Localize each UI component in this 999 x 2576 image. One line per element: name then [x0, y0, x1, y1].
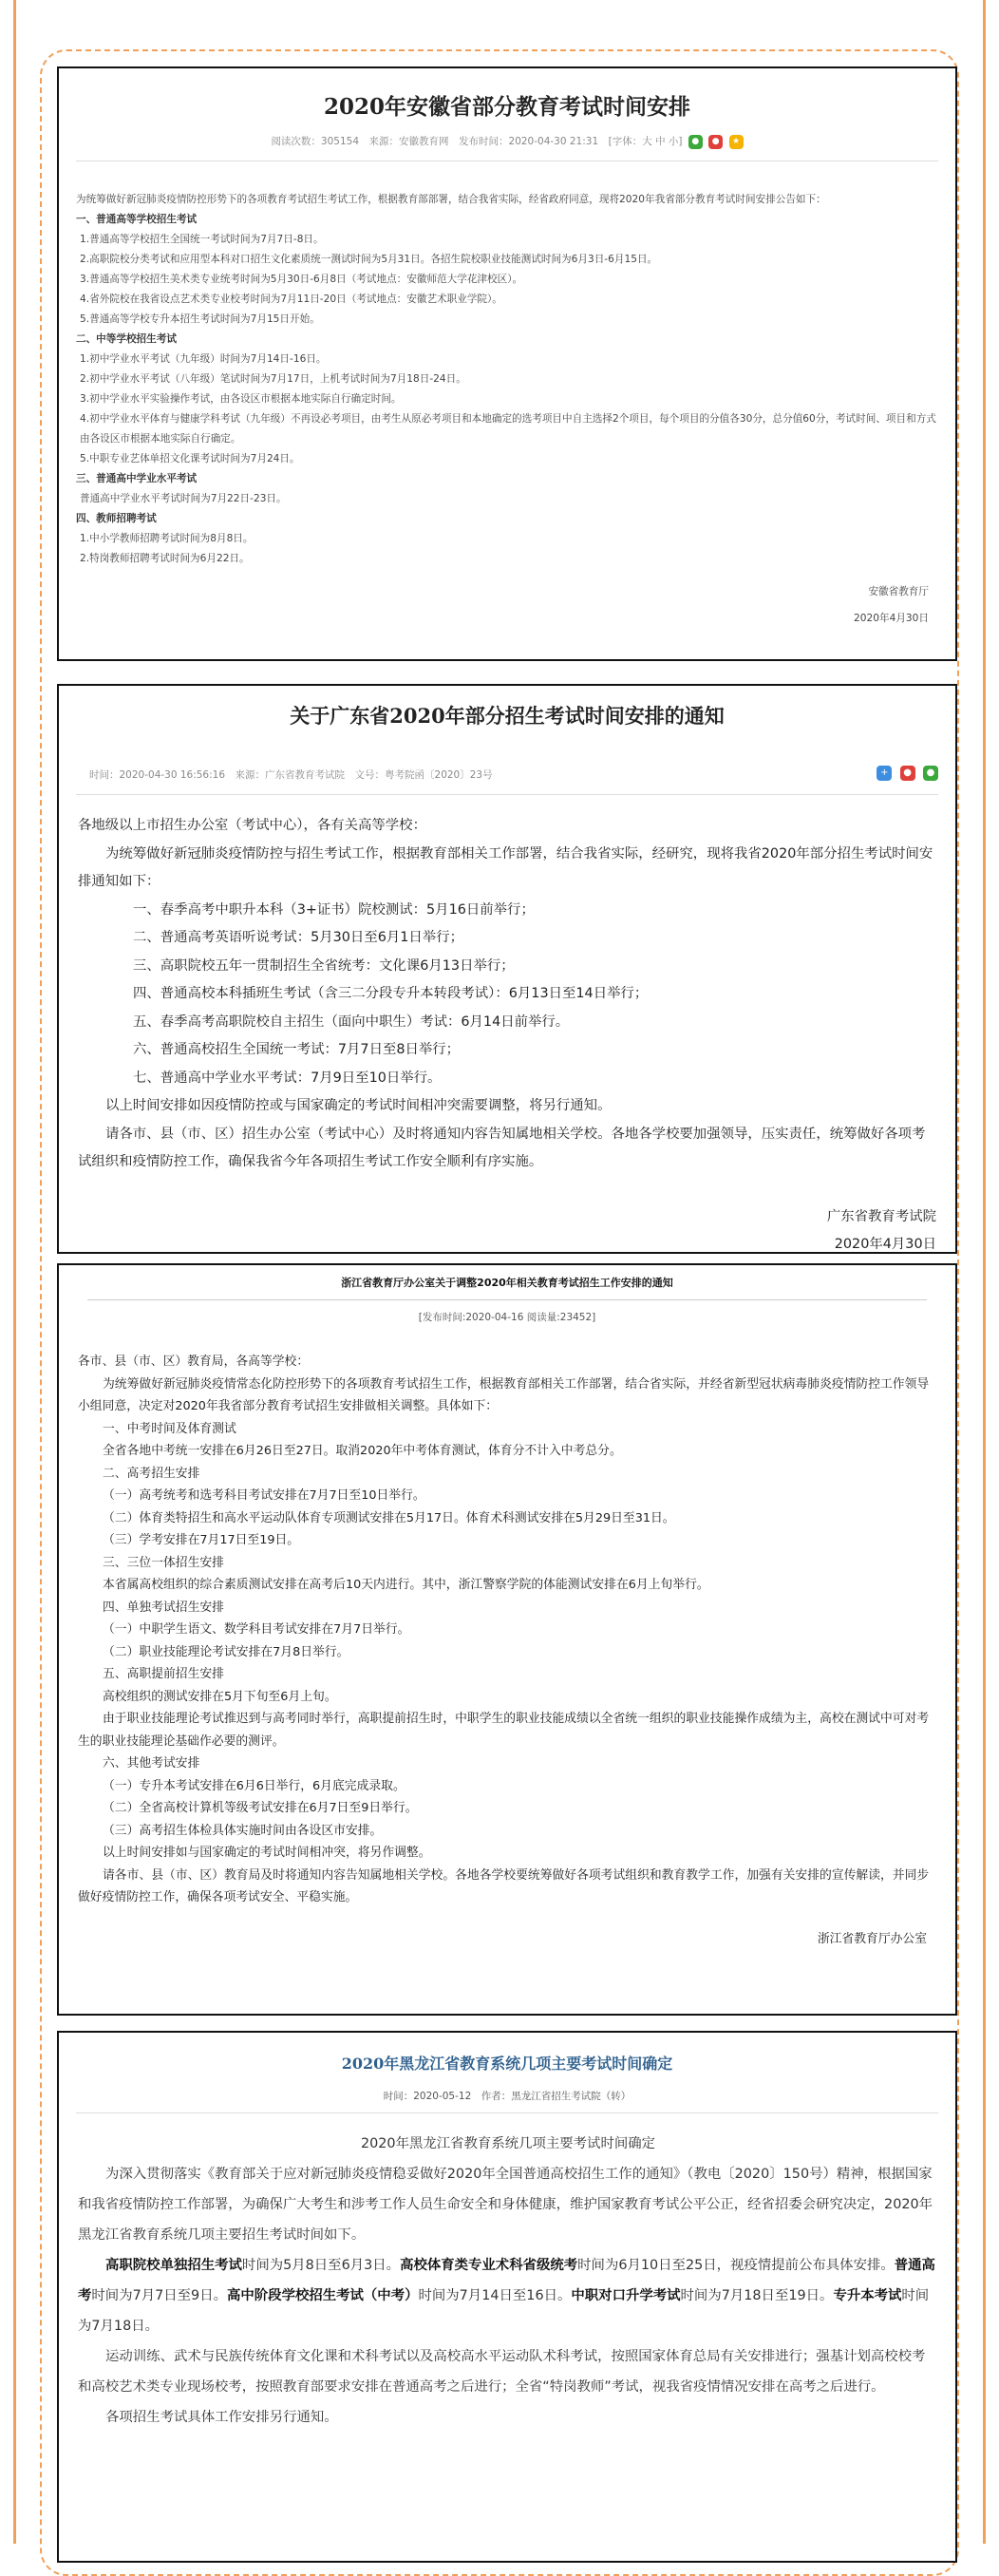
section-heading: 四、教师招聘考试 — [76, 512, 157, 524]
list-item: 四、单独考试招生安排 — [103, 1600, 224, 1615]
heilongjiang-notice-card — [57, 2031, 957, 2563]
guangdong-meta-text: 时间：2020-04-30 16:56:16 来源：广东省教育考试院 文号：粤考院函〔2020〕23号 — [89, 769, 493, 781]
list-item: 2.特岗教师招聘考试时间为6月22日。 — [80, 552, 250, 564]
zhejiang-greeting: 各市、县（市、区）教育局，各高等学校： — [78, 1354, 310, 1369]
exam-name: 高中阶段学校招生考试（中考） — [227, 2288, 419, 2303]
list-item: （一）高考统考和选考科目考试安排在7月7日至10日举行。 — [103, 1488, 425, 1503]
list-item: 5.中职专业艺体单招文化课考试时间为7月24日。 — [80, 452, 300, 464]
exam-name: 高校体育类专业术科省级统考 — [400, 2258, 578, 2273]
list-item: 4.省外院校在我省设点艺术类专业校考时间为7月11日-20日（考试地点：安徽艺术职业学院）。 — [80, 293, 502, 305]
list-item: 五、高职提前招生安排 — [103, 1667, 224, 1681]
zhejiang-intro: 为统筹做好新冠肺炎疫情常态化防控形势下的各项教育考试招生工作，根据教育部相关工作部署，结合省实际，并经省新型冠状病毒肺炎疫情防控工作领导小组同意，决定对2020年我省部分教育考试招生安排做相关调整。具体如下： — [78, 1376, 930, 1413]
exam-time: 时间为7月14日至16日。 — [418, 2288, 572, 2303]
list-item: 一、春季高考中职升本科（3+证书）院校测试：5月16日前举行； — [133, 901, 535, 918]
exam-time: 时间为5月8日至6月3日。 — [241, 2258, 401, 2273]
list-item: 2.初中学业水平考试（八年级）笔试时间为7月17日，上机考试时间为7月18日-24日。 — [80, 372, 466, 385]
list-item: 以上时间安排如与国家确定的考试时间相冲突，将另作调整。 — [103, 1846, 431, 1860]
share-icons — [872, 766, 938, 781]
guangdong-intro: 为统筹做好新冠肺炎疫情防控与招生考试工作，根据教育部相关工作部署，结合我省实际，经研究，现将我省2020年部分招生考试时间安排通知如下： — [78, 845, 933, 889]
guangdong-signature — [59, 1203, 936, 1255]
list-item: 二、普通高考英语听说考试：5月30日至6月1日举行； — [133, 930, 463, 945]
exam-time: 时间为7月7日至9日。 — [91, 2288, 227, 2303]
left-border — [13, 0, 16, 2544]
list-item: 本省属高校组织的综合素质测试安排在高考后10天内进行。其中，浙江警察学院的体能测试安排在6月上旬举行。 — [103, 1578, 709, 1592]
wechat-share-icon[interactable]: ● — [923, 766, 938, 781]
list-item: （三）高考招生体检具体实施时间由各设区市安排。 — [103, 1823, 383, 1838]
exam-time: 时间为7月18日。 — [78, 2288, 930, 2334]
anhui-notice-card — [57, 66, 957, 661]
zhejiang-body — [78, 1351, 938, 1909]
list-item: 由于职业技能理论考试推迟到与高考同时举行，高职提前招生时，中职学生的职业技能成绩以全省统一组织的职业技能操作成绩为主，高校在测试中可对考生的职业技能理论基础作必要的测评。 — [78, 1712, 930, 1749]
list-item: 三、高职院校五年一贯制招生全省统考：文化课6月13日举行； — [133, 957, 515, 974]
list-item: 一、中考时间及体育测试 — [103, 1421, 236, 1436]
zhejiang-notice-card — [57, 1263, 957, 2016]
list-item: 全省各地中考统一安排在6月26日至27日。取消2020年中考体育测试，体育分不计入中考总分。 — [103, 1444, 622, 1458]
exam-name: 专升本考试 — [833, 2288, 902, 2303]
list-item: （二）全省高校计算机等级考试安排在6月7日至9日举行。 — [103, 1801, 418, 1815]
list-item: 1.初中学业水平考试（九年级）时间为7月14日-16日。 — [80, 352, 327, 365]
weibo-share-icon[interactable]: ● — [708, 135, 723, 149]
guangdong-greeting: 各地级以上市招生办公室（考试中心），各有关高等学校： — [78, 818, 426, 833]
exam-name: 高职院校单独招生考试 — [105, 2258, 242, 2273]
list-item: 2.高职院校分类考试和应用型本科对口招生文化素质统一测试时间为5月31日。各招生院校职业技能测试时间为6月3日-6月15日。 — [80, 253, 658, 265]
list-item: 七、普通高中学业水平考试：7月9日至10日举行。 — [133, 1070, 442, 1086]
heilongjiang-meta: 时间：2020-05-12 作者：黑龙江省招生考试院（转） — [383, 2091, 631, 2102]
heilongjiang-para3: 运动训练、武术与民族传统体育文化课和术科考试以及高校高水平运动队术科考试，按照国家体育总局有关安排进行；强基计划高校校考和高校艺术类专业现场校考，按照教育部要求安排在普通高考之后进行；全省“特岗教师”考试，视我省疫情情况安排在高考之后进行。 — [78, 2349, 926, 2395]
list-item: 六、其他考试安排 — [103, 1756, 200, 1771]
guangdong-note: 以上时间安排如因疫情防控或与国家确定的考试时间相冲突需要调整，将另行通知。 — [105, 1098, 612, 1113]
list-item: 二、高考招生安排 — [103, 1466, 200, 1481]
list-item: 请各市、县（市、区）教育局及时将通知内容告知属地相关学校。各地各学校要统筹做好各项考试组织和教育教学工作，加强有关安排的宣传解读，并同步做好疫情防控工作，确保各项考试安全、平稳实施。 — [78, 1867, 930, 1904]
section-heading: 三、普通高中学业水平考试 — [76, 472, 198, 484]
list-item: 四、普通高校本科插班生考试（含三二分段专升本转段考试）：6月13日至14日举行； — [133, 986, 649, 1001]
exam-name: 中职对口升学考试 — [571, 2288, 681, 2303]
exam-time: 时间为7月18日至19日。 — [680, 2288, 834, 2303]
list-item: 3.普通高等学校招生美术类专业统考时间为5月30日-6月8日（考试地点：安徽师范大学花津校区）。 — [80, 273, 523, 285]
list-item: 1.普通高等学校招生全国统一考试时间为7月7日-8日。 — [80, 233, 324, 245]
anhui-meta — [59, 134, 955, 149]
guangdong-body — [78, 812, 938, 1177]
guangdong-closing: 请各市、县（市、区）招生办公室（考试中心）及时将通知内容告知属地相关学校。各地各学校要加强领导，压实责任，统筹做好各项考试组织和疫情防控工作，确保我省今年各项招生考试工作安全顺利有序实施。 — [78, 1126, 926, 1169]
guangdong-signer: 广东省教育考试院 — [826, 1208, 936, 1224]
list-item: （一）中职学生语文、数学科目考试安排在7月7日举行。 — [103, 1622, 410, 1637]
anhui-signer: 安徽省教育厅 — [868, 585, 929, 597]
weibo-share-icon[interactable]: ● — [900, 766, 915, 781]
list-item: （二）体育类特招生和高水平运动队体育专项测试安排在5月17日。体育术科测试安排在5月29日至31日。 — [103, 1510, 675, 1525]
list-item: 1.中小学教师招聘考试时间为8月8日。 — [80, 532, 254, 544]
list-item: 普通高中学业水平考试时间为7月22日-23日。 — [80, 492, 287, 504]
list-item: 5.普通高等学校专升本招生考试时间为7月15日开始。 — [80, 313, 320, 325]
anhui-title: 2020年安徽省部分教育考试时间安排 — [323, 94, 690, 120]
anhui-intro: 为统筹做好新冠肺炎疫情防控形势下的各项教育考试招生考试工作，根据教育部部署，结合我省实际，经省政府同意，现将2020年我省部分教育考试时间安排公告如下： — [76, 193, 826, 205]
anhui-signature — [59, 578, 929, 632]
list-item: 五、春季高考高职院校自主招生（面向中职生）考试：6月14日前举行。 — [133, 1013, 570, 1030]
right-border — [983, 0, 986, 2544]
exam-name: 普通高考 — [78, 2258, 935, 2303]
heilongjiang-para4: 各项招生考试具体工作安排另行通知。 — [105, 2410, 338, 2425]
add-share-icon[interactable]: + — [876, 766, 892, 781]
qzone-share-icon[interactable]: ★ — [729, 135, 744, 149]
list-item: 4.初中学业水平体育与健康学科考试（九年级）不再设必考项目，由考生从原必考项目和本地确定的选考项目中自主选择2个项目，每个项目的分值各30分，总分值60分，考试时间、项目和方式由各设区市根据本地实际自行确定。 — [80, 412, 936, 445]
anhui-body — [76, 190, 938, 569]
heilongjiang-divider — [76, 2112, 938, 2113]
section-heading: 二、中等学校招生考试 — [76, 332, 177, 345]
heilongjiang-exam-schedule — [78, 2250, 938, 2341]
list-item: （一）专升本考试安排在6月6日举行，6月底完成录取。 — [103, 1778, 405, 1793]
anhui-meta-text: 阅读次数：305154 来源：安徽教育网 发布时间：2020-04-30 21:31 [字体：大 中 小] — [271, 136, 683, 147]
guangdong-notice-card — [57, 684, 957, 1254]
zhejiang-divider — [87, 1299, 927, 1300]
section-heading: 一、普通高等学校招生考试 — [76, 213, 198, 225]
zhejiang-signer: 浙江省教育厅办公室 — [817, 1931, 927, 1946]
zhejiang-meta: [发布时间:2020-04-16 阅读量:23452] — [418, 1312, 596, 1323]
guangdong-date: 2020年4月30日 — [834, 1236, 936, 1252]
heilongjiang-para1: 为深入贯彻落实《教育部关于应对新冠肺炎疫情稳妥做好2020年全国普通高校招生工作的通知》（教电〔2020〕150号）精神，根据国家和我省疫情防控工作部署，为确保广大考生和涉考工作人员生命安全和身体健康，维护国家教育考试公平公正，经省招委会研究决定，2020年黑龙江省教育系统几项主要招生考试时间如下。 — [78, 2167, 933, 2243]
list-item: 高校组织的测试安排在5月下旬至6月上旬。 — [103, 1689, 337, 1704]
exam-time: 时间为6月10日至25日，视疫情提前公布具体安排。 — [577, 2258, 895, 2273]
guangdong-divider — [76, 794, 938, 795]
zhejiang-title: 浙江省教育厅办公室关于调整2020年相关教育考试招生工作安排的通知 — [341, 1277, 673, 1289]
heilongjiang-title: 2020年黑龙江省教育系统几项主要考试时间确定 — [341, 2055, 673, 2073]
guangdong-meta — [89, 767, 938, 786]
list-item: （二）职业技能理论考试安排在7月8日举行。 — [103, 1644, 349, 1659]
anhui-date: 2020年4月30日 — [854, 612, 929, 624]
list-item: 三、三位一体招生安排 — [103, 1555, 224, 1570]
list-item: 3.初中学业水平实验操作考试，由各设区市根据本地实际自行确定时间。 — [80, 392, 402, 405]
list-item: （三）学考安排在7月17日至19日。 — [103, 1533, 300, 1547]
list-item: 六、普通高校招生全国统一考试：7月7日至8日举行； — [133, 1042, 461, 1057]
wechat-share-icon[interactable]: ● — [688, 135, 703, 149]
guangdong-title: 关于广东省2020年部分招生考试时间安排的通知 — [290, 704, 725, 728]
heilongjiang-subtitle: 2020年黑龙江省教育系统几项主要考试时间确定 — [360, 2136, 656, 2151]
heilongjiang-body — [78, 2129, 938, 2433]
